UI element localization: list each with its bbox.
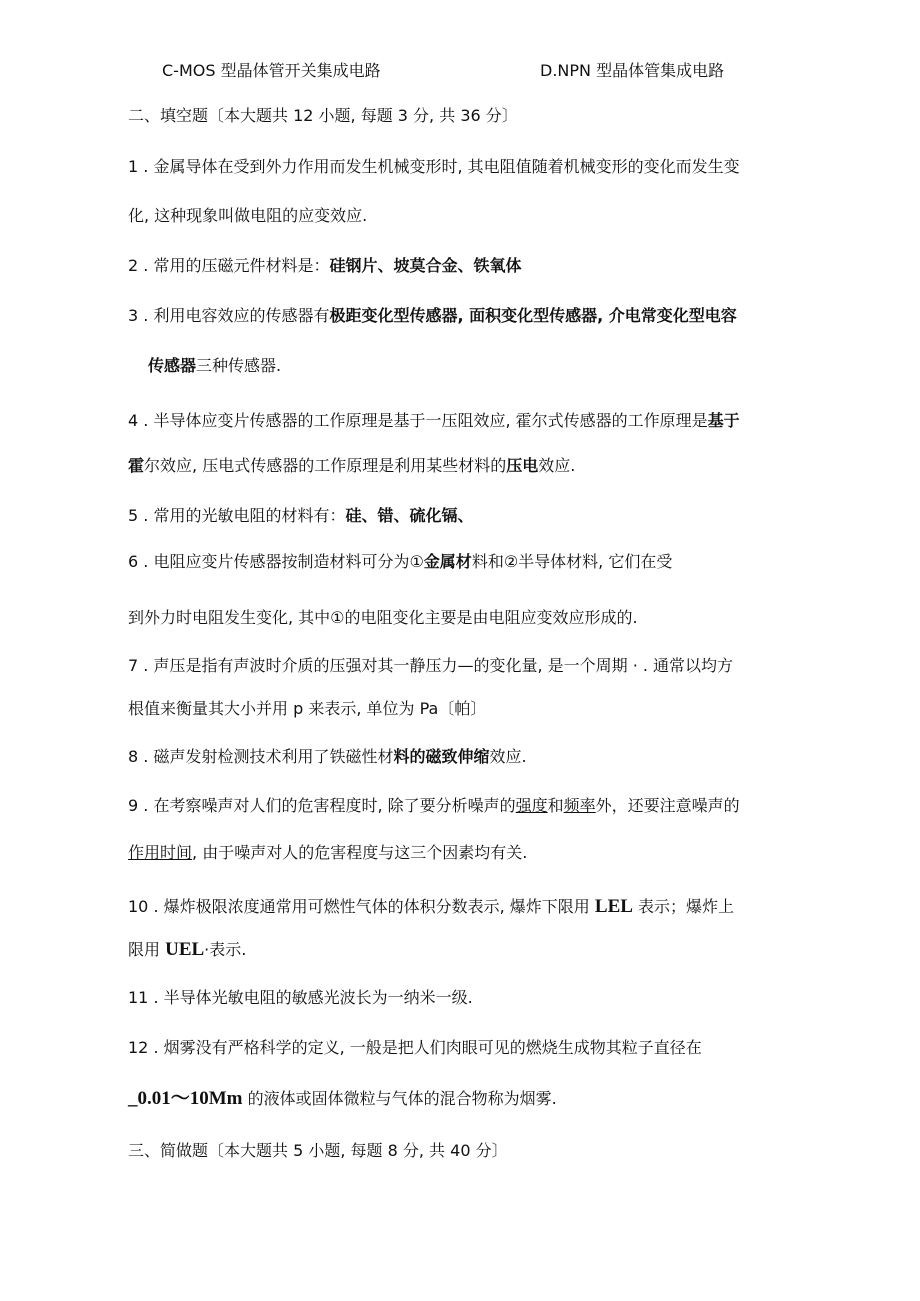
q6-text-end: 料和②半导体材料, 它们在受 — [471, 552, 673, 571]
q6-line2: 到外力时电阻发生变化, 其中①的电阻变化主要是由电阻应变效应形成的. — [128, 608, 638, 627]
q6-text: 6 . 电阻应变片传感器按制造材料可分为① — [128, 552, 424, 571]
q10-lel: LEL — [594, 896, 633, 917]
q10-text-line2: 限用 — [128, 940, 166, 959]
q2-text: 2 . 常用的压磁元件材料是： — [128, 256, 330, 275]
section-3-title: 三、简做题〔本大题共 5 小题, 每题 8 分, 共 40 分〕 — [128, 1141, 508, 1160]
q1-line2: 化, 这种现象叫做电阻的应变效应. — [128, 206, 368, 225]
q3-line2 — [148, 355, 281, 377]
q3-answer-1: 极距变化型传感器, 面积变化型传感器, 介电常变化型电容 — [329, 306, 737, 325]
q4-text: 4 . 半导体应变片传感器的工作原理是基于一压阻效应, 霍尔式传感器的工作原理是 — [128, 411, 708, 430]
q3-answer-2: 传感器 — [148, 356, 197, 375]
q10-uel: UEL — [165, 939, 205, 960]
q3-line1 — [128, 305, 737, 327]
q6-line1 — [128, 551, 672, 573]
q9-answer-frequency: 频率 — [563, 796, 596, 815]
q4-answer-2: 霍 — [128, 456, 145, 475]
q12-text-end: 的液体或固体微粒与气体的混合物称为烟雾. — [242, 1089, 557, 1108]
q3-text: 3 . 利用电容效应的传感器有 — [128, 306, 330, 325]
q4-line1 — [128, 410, 740, 432]
q8-text: 8 . 磁声发射检测技术利用了铁磁性材 — [128, 747, 394, 766]
option-d: D.NPN 型晶体管集成电路 — [540, 61, 725, 80]
q12-answer: _0.01～10Mm — [128, 1088, 243, 1109]
q5 — [128, 505, 473, 527]
q4-text-end: 效应. — [538, 456, 576, 475]
q1-line1: 1 . 金属导体在受到外力作用而发生机械变形时, 其电阻值随着机械变形的变化而发生变 — [128, 157, 740, 176]
q4-answer-3: 压电 — [506, 456, 539, 475]
section-2-title: 二、填空题〔本大题共 12 小题, 每题 3 分, 共 36 分〕 — [128, 106, 518, 125]
q4-text-mid: 尔效应, 压电式传感器的工作原理是利用某些材料的 — [144, 456, 507, 475]
q11: 11 . 半导体光敏电阻的敏感光波长为一纳米一级. — [128, 988, 473, 1007]
q12-line2 — [128, 1088, 557, 1110]
q9-and: 和 — [547, 796, 564, 815]
q8-text-end: 效应. — [489, 747, 527, 766]
q9-text-line2: , 由于噪声对人的危害程度与这三个因素均有关. — [192, 843, 528, 862]
q12-line1: 12 . 烟雾没有严格科学的定义, 一般是把人们肉眼可见的燃烧生成物其粒子直径在 — [128, 1038, 702, 1057]
q6-answer: 金属材 — [423, 552, 472, 571]
q7-line2: 根值来衡量其大小并用 p 来表示, 单位为 Pa〔帕〕 — [128, 699, 487, 718]
q8-answer: 料的磁致伸缩 — [393, 747, 490, 766]
q5-text: 5 . 常用的光敏电阻的材料有： — [128, 506, 346, 525]
q9-line2 — [128, 842, 527, 864]
q9-text: 9 . 在考察噪声对人们的危害程度时, 除了要分析噪声的 — [128, 796, 516, 815]
q10-text: 10 . 爆炸极限浓度通常用可燃性气体的体积分数表示, 爆炸下限用 — [128, 897, 595, 916]
q2 — [128, 255, 521, 277]
q4-line2 — [128, 455, 575, 477]
q9-text-end: 外，还要注意噪声的 — [595, 796, 740, 815]
q10-text-mid: 表示；爆炸上 — [632, 897, 735, 916]
q7-line1: 7 . 声压是指有声波时介质的压强对其一静压力—的变化量, 是一个周期 · . 通常以均方 — [128, 656, 734, 675]
option-c: C-MOS 型晶体管开关集成电路 — [162, 61, 381, 80]
q9-answer-duration: 作用时间 — [128, 843, 193, 862]
q4-answer-1: 基于 — [707, 411, 740, 430]
q3-text-end: 三种传感器. — [196, 356, 282, 375]
q10-line2 — [128, 939, 246, 961]
q10-line1 — [128, 896, 734, 918]
q2-answer: 硅钢片、坡莫合金、铁氧体 — [329, 256, 522, 275]
q10-text-end: ·表示. — [204, 940, 247, 959]
q9-answer-intensity: 强度 — [515, 796, 548, 815]
q8 — [128, 746, 527, 768]
q9-line1 — [128, 795, 740, 817]
q5-answer: 硅、错、硫化镉、 — [345, 506, 474, 525]
